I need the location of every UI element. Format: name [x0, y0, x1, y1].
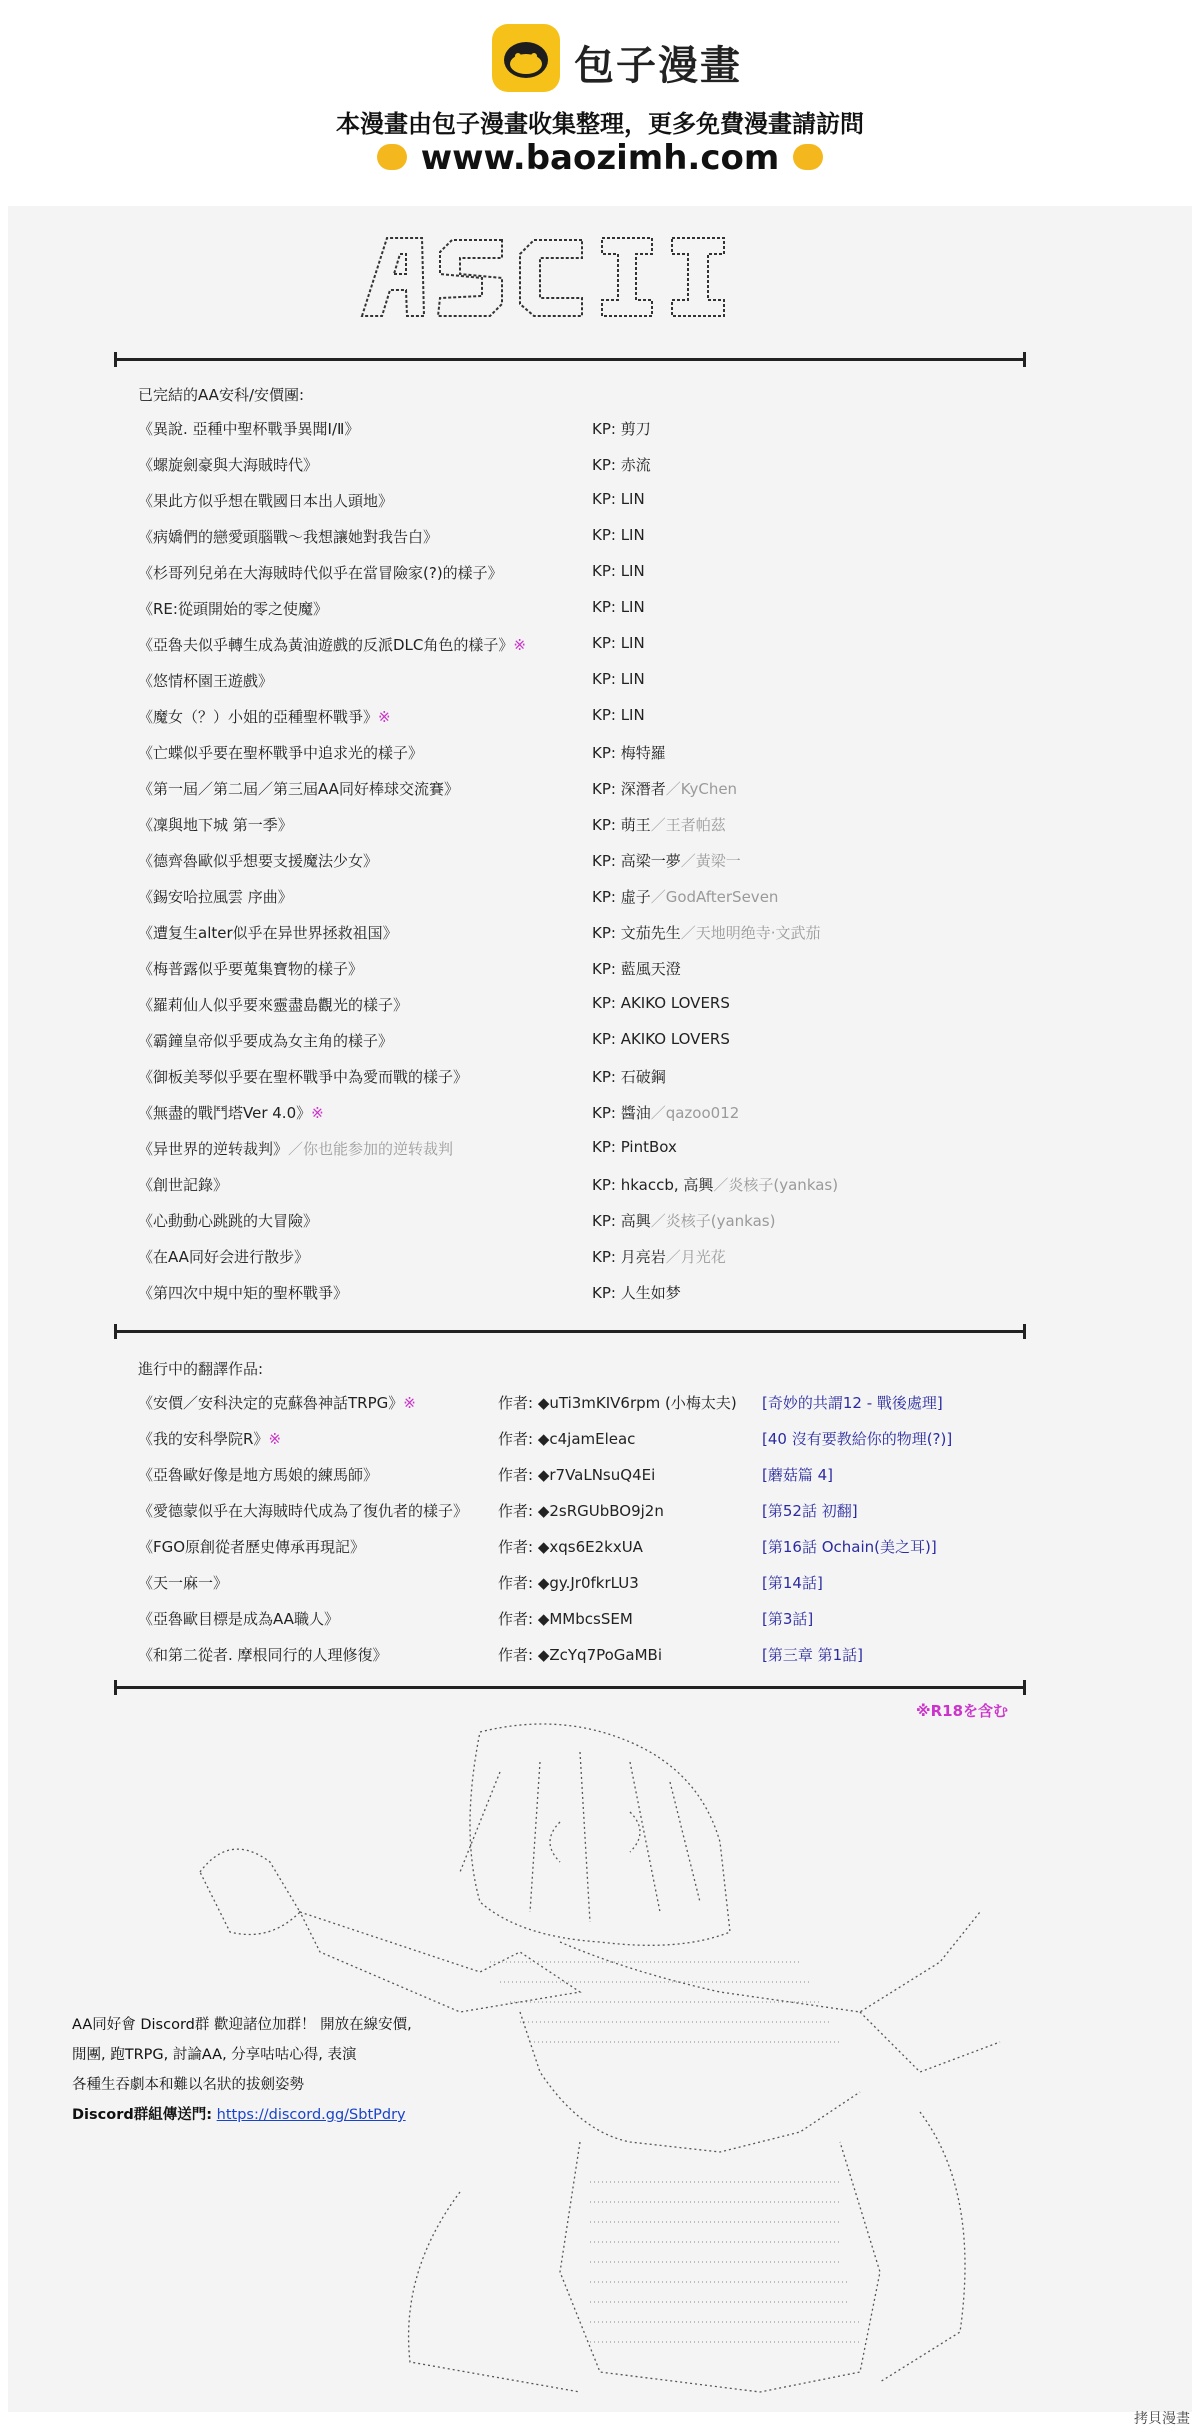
r18-mark: ※ [268, 1430, 282, 1448]
completed-row[interactable] [138, 634, 1018, 658]
work-title-text: 《安價／安科決定的克蘇魯神話TRPG》 [138, 1394, 404, 1412]
discord-line: AA同好會 Discord群 歡迎諸位加群！ 開放在線安價, [72, 2017, 412, 2033]
progress-status[interactable]: [奇妙的共謂12 - 戰後處理] [762, 1394, 943, 1412]
kp-credit [592, 562, 645, 580]
author-credit: 作者: ◆ZcYq7PoGaMBi [498, 1646, 663, 1664]
ongoing-heading: 進行中的翻譯作品: [138, 1360, 264, 1378]
ongoing-row[interactable] [138, 1500, 1018, 1524]
work-title[interactable] [138, 706, 391, 727]
ongoing-row[interactable] [138, 1572, 1018, 1596]
watermark: 拷貝漫畫 [1134, 2411, 1190, 2427]
kp-name: KP: 文茄先生 [592, 924, 681, 942]
kp-name: KP: 醬油 [592, 1104, 651, 1122]
work-title[interactable] [138, 1102, 324, 1123]
work-title-text: 《亞魯歐目標是成為AA職人》 [138, 1610, 339, 1628]
work-title-text: 《异世界的逆转裁判》 [138, 1140, 289, 1158]
work-title-text: 《羅莉仙人似乎要來靈盡島觀光的樣子》 [138, 996, 409, 1014]
work-title[interactable] [138, 1392, 416, 1413]
r18-note: ※R18を含む [916, 1702, 1009, 1720]
site-url[interactable]: www.baozimh.com [420, 138, 780, 178]
kp-credit [592, 526, 645, 544]
progress-status[interactable]: [第三章 第1話] [762, 1646, 864, 1664]
kp-credit [592, 850, 741, 871]
kp-name: KP: 高梁一夢 [592, 852, 681, 870]
work-title[interactable] [138, 886, 293, 907]
author-credit: 作者: ◆MMbcsSEM [498, 1610, 633, 1628]
progress-status[interactable]: [第3話] [762, 1610, 814, 1628]
work-title[interactable] [138, 1464, 378, 1485]
work-title[interactable] [138, 1500, 468, 1521]
kp-name: KP: 人生如梦 [592, 1284, 681, 1302]
work-title[interactable] [138, 1174, 228, 1195]
ongoing-row[interactable] [138, 1608, 1018, 1632]
work-title[interactable] [138, 922, 398, 943]
completed-row[interactable] [138, 1210, 1018, 1234]
work-title[interactable] [138, 1282, 348, 1303]
work-title-text: 《我的安科學院R》 [138, 1430, 269, 1448]
work-title[interactable] [138, 1066, 468, 1087]
kp-credit [592, 886, 778, 907]
kp-credit [592, 958, 681, 979]
kp-name: KP: hkaccb, 高興 [592, 1176, 714, 1194]
kp-name: KP: PintBox [592, 1138, 677, 1156]
kp-credit [592, 634, 645, 652]
completed-row[interactable] [138, 670, 1018, 694]
kp-name: KP: LIN [592, 598, 645, 616]
work-title[interactable] [138, 814, 293, 835]
kp-credit [592, 1138, 677, 1156]
kp-credit [592, 490, 645, 508]
brand-name[interactable]: 包子漫畫 [574, 43, 742, 89]
completed-row[interactable] [138, 958, 1018, 982]
r18-mark: ※ [378, 708, 391, 726]
work-title-text: 《亞魯夫似乎轉生成為黃油遊戲的反派DLC角色的樣子》 [138, 636, 514, 654]
progress-status[interactable]: [第16話 Ochain(美之耳)] [762, 1538, 937, 1556]
completed-row[interactable] [138, 418, 1018, 442]
completed-row[interactable] [138, 490, 1018, 514]
kp-credit [592, 814, 726, 835]
work-title[interactable] [138, 598, 328, 619]
work-title[interactable] [138, 1246, 309, 1267]
work-title-text: 《遭复生alter似乎在异世界拯救祖国》 [138, 924, 398, 942]
kp-name: KP: LIN [592, 706, 645, 724]
kp-credit [592, 1030, 730, 1048]
site-url-line[interactable] [0, 138, 1200, 178]
work-title[interactable] [138, 958, 363, 979]
kp-extra: ／qazoo012 [650, 1104, 740, 1122]
work-title-text: 《杉哥列兒弟在大海賊時代似乎在當冒險家(?)的樣子》 [138, 564, 503, 582]
completed-heading: 已完結的AA安科/安價團: [138, 386, 305, 404]
author-credit: 作者: ◆gy.Jr0fkrLU3 [498, 1574, 639, 1592]
work-title-text: 《德齊魯歐似乎想要支援魔法少女》 [138, 852, 379, 870]
kp-name: KP: LIN [592, 562, 645, 580]
completed-row[interactable] [138, 994, 1018, 1018]
kp-credit [592, 670, 645, 688]
author-credit: 作者: ◆uTi3mKIV6rpm (小梅太夫) [498, 1394, 737, 1412]
kp-name: KP: 梅特羅 [592, 744, 666, 762]
work-title-text: 《FGO原創從者歷史傳承再現記》 [138, 1538, 366, 1556]
discord-invite-link[interactable]: https://discord.gg/SbtPdry [216, 2107, 406, 2123]
discord-info [72, 2010, 472, 2130]
tagline: 本漫畫由包子漫畫收集整理，更多免費漫畫請訪問 [336, 110, 864, 138]
kp-credit [592, 778, 737, 799]
kp-credit [592, 598, 645, 616]
kp-name: KP: 深潛者 [592, 780, 666, 798]
kp-extra: ／GodAfterSeven [650, 888, 779, 906]
kp-credit [592, 922, 821, 943]
work-title[interactable] [138, 1536, 365, 1557]
kp-name: KP: AKIKO LOVERS [592, 994, 730, 1012]
work-title[interactable] [138, 778, 459, 799]
progress-status[interactable]: [40 沒有要教給你的物理(?)] [762, 1430, 953, 1448]
ongoing-row[interactable] [138, 1392, 1018, 1416]
kp-credit [592, 1174, 838, 1195]
kp-credit [592, 1102, 739, 1123]
work-title[interactable] [138, 742, 423, 763]
kp-name: KP: AKIKO LOVERS [592, 1030, 730, 1048]
work-title[interactable] [138, 850, 378, 871]
work-title-text: 《凜與地下城 第一季》 [138, 816, 293, 834]
author-credit: 作者: ◆2sRGUbBO9j2n [498, 1502, 664, 1520]
work-title-text: 《異說. 亞種中聖杯戰爭異聞Ⅰ/Ⅱ》 [138, 420, 360, 438]
completed-row[interactable] [138, 1102, 1018, 1126]
kp-name: KP: 高興 [592, 1212, 651, 1230]
kp-name: KP: 藍風天澄 [592, 960, 681, 978]
kp-name: KP: 萌王 [592, 816, 651, 834]
completed-row[interactable] [138, 1246, 1018, 1270]
work-title-text: 《第四次中規中矩的聖杯戰爭》 [138, 1284, 349, 1302]
ongoing-row[interactable] [138, 1644, 1018, 1668]
work-title[interactable] [138, 526, 438, 547]
kp-credit [592, 1246, 726, 1267]
progress-status[interactable]: [第52話 初翻] [762, 1502, 858, 1520]
completed-row[interactable] [138, 562, 1018, 586]
completed-row[interactable] [138, 454, 1018, 478]
r18-mark: ※ [403, 1394, 416, 1412]
work-title[interactable] [138, 1210, 318, 1231]
kp-extra: ／黃梁一 [680, 852, 741, 870]
work-title[interactable] [138, 454, 318, 475]
completed-row[interactable] [138, 526, 1018, 550]
work-title[interactable] [138, 562, 503, 583]
completed-row[interactable] [138, 1138, 1018, 1162]
kp-credit [592, 1066, 666, 1087]
pointing-hand-icon [793, 144, 823, 170]
work-title-text: 《御板美琴似乎要在聖杯戰爭中為愛而戰的樣子》 [138, 1068, 469, 1086]
work-title-text: 《RE:從頭開始的零之使魔》 [138, 600, 328, 618]
discord-link-row [72, 2100, 472, 2130]
completed-row[interactable] [138, 1174, 1018, 1198]
work-title-text: 《天一麻一》 [138, 1574, 229, 1592]
progress-status[interactable]: [第14話] [762, 1574, 823, 1592]
completed-row[interactable] [138, 922, 1018, 946]
section-divider [114, 1330, 1026, 1333]
work-title[interactable] [138, 418, 359, 439]
brand-header [0, 24, 1200, 94]
r18-mark: ※ [513, 636, 526, 654]
work-title-text: 《第一屆／第二屆／第三屆AA同好棒球交流賽》 [138, 780, 459, 798]
kp-extra: ／王者帕茲 [650, 816, 726, 834]
work-title[interactable] [138, 670, 273, 691]
r18-mark: ※ [311, 1104, 324, 1122]
baozi-logo[interactable] [492, 24, 560, 92]
author-credit: 作者: ◆r7VaLNsuQ4Ei [498, 1466, 656, 1484]
pointing-hand-icon [377, 144, 407, 170]
work-title[interactable] [138, 490, 393, 511]
kp-credit [592, 454, 651, 475]
ongoing-row[interactable] [138, 1464, 1018, 1488]
work-title-text: 《霸鐘皇帝似乎要成為女主角的樣子》 [138, 1032, 394, 1050]
ongoing-row[interactable] [138, 1536, 1018, 1560]
work-title-text: 《無盡的戰鬥塔Ver 4.0》 [138, 1104, 312, 1122]
work-title[interactable] [138, 1030, 393, 1051]
ascii-title-art [352, 226, 752, 326]
work-title-text: 《在AA同好会进行散步》 [138, 1248, 309, 1266]
work-title-text: 《螺旋劍豪與大海賊時代》 [138, 456, 319, 474]
kp-name: KP: LIN [592, 670, 645, 688]
completed-row[interactable] [138, 1066, 1018, 1090]
author-credit: 作者: ◆c4jamEleac [498, 1430, 636, 1448]
completed-row[interactable] [138, 1030, 1018, 1054]
work-title-text: 《病嬌們的戀愛頭腦戰～我想讓她對我告白》 [138, 528, 439, 546]
kp-credit [592, 1282, 681, 1303]
completed-row[interactable] [138, 886, 1018, 910]
completed-row[interactable] [138, 1282, 1018, 1306]
progress-status[interactable]: [蘑菇篇 4] [762, 1466, 834, 1484]
bun-icon [500, 34, 552, 82]
work-title-text: 《亞魯歐好像是地方馬娘的練馬師》 [138, 1466, 379, 1484]
kp-name: KP: LIN [592, 490, 645, 508]
kp-credit [592, 742, 666, 763]
author-credit: 作者: ◆xqs6E2kxUA [498, 1538, 643, 1556]
work-title[interactable] [138, 1644, 388, 1665]
kp-extra: ／炎核子(yankas) [650, 1212, 776, 1230]
kp-credit [592, 994, 730, 1012]
work-title[interactable] [138, 1608, 339, 1629]
discord-line: 各種生吞劇本和難以名狀的拔劍姿勢 [72, 2077, 304, 2093]
kp-name: KP: LIN [592, 634, 645, 652]
completed-row[interactable] [138, 706, 1018, 730]
work-title-text: 《和第二從者. 摩根同行的人理修復》 [138, 1646, 388, 1664]
work-title-text: 《愛德蒙似乎在大海賊時代成為了復仇者的樣子》 [138, 1502, 469, 1520]
work-title-text: 《心動動心跳跳的大冒險》 [138, 1212, 319, 1230]
kp-extra: ／天地明绝寺·文武茄 [680, 924, 821, 942]
kp-name: KP: 月亮岩 [592, 1248, 666, 1266]
work-title-extra: ／你也能参加的逆转裁判 [288, 1140, 454, 1158]
discord-line: 閒團, 跑TRPG, 討論AA, 分享咕咕心得, 表演 [72, 2047, 357, 2063]
work-title[interactable] [138, 1572, 228, 1593]
work-title-text: 《果此方似乎想在戰國日本出人頭地》 [138, 492, 394, 510]
discord-link-label: Discord群組傳送門: [72, 2107, 213, 2123]
work-title-text: 《創世記錄》 [138, 1176, 229, 1194]
completed-row[interactable] [138, 742, 1018, 766]
kp-credit [592, 418, 651, 439]
completed-row[interactable] [138, 850, 1018, 874]
kp-name: KP: 虛子 [592, 888, 651, 906]
work-title[interactable] [138, 634, 526, 655]
kp-name: KP: LIN [592, 526, 645, 544]
work-title-text: 《悠情杯園王遊戲》 [138, 672, 274, 690]
work-title[interactable] [138, 1138, 453, 1159]
kp-credit [592, 706, 645, 724]
work-title[interactable] [138, 994, 408, 1015]
completed-row[interactable] [138, 778, 1018, 802]
work-title-text: 《亡蝶似乎要在聖杯戰爭中追求光的樣子》 [138, 744, 424, 762]
work-title-text: 《梅普露似乎要蒐集寶物的樣子》 [138, 960, 364, 978]
kp-extra: ／炎核子(yankas) [713, 1176, 839, 1194]
kp-name: KP: 剪刀 [592, 420, 651, 438]
kp-credit [592, 1210, 775, 1231]
work-title-text: 《錫安哈拉風雲 序曲》 [138, 888, 293, 906]
section-divider [114, 1686, 1026, 1689]
work-title-text: 《魔女（？）小姐的亞種聖杯戰爭》 [138, 708, 379, 726]
completed-row[interactable] [138, 814, 1018, 838]
kp-extra: ／KyChen [665, 780, 738, 798]
section-divider [114, 358, 1026, 361]
work-title[interactable] [138, 1428, 281, 1449]
kp-name: KP: 石破鋼 [592, 1068, 666, 1086]
kp-extra: ／月光花 [665, 1248, 726, 1266]
kp-name: KP: 赤流 [592, 456, 651, 474]
completed-row[interactable] [138, 598, 1018, 622]
ongoing-row[interactable] [138, 1428, 1018, 1452]
